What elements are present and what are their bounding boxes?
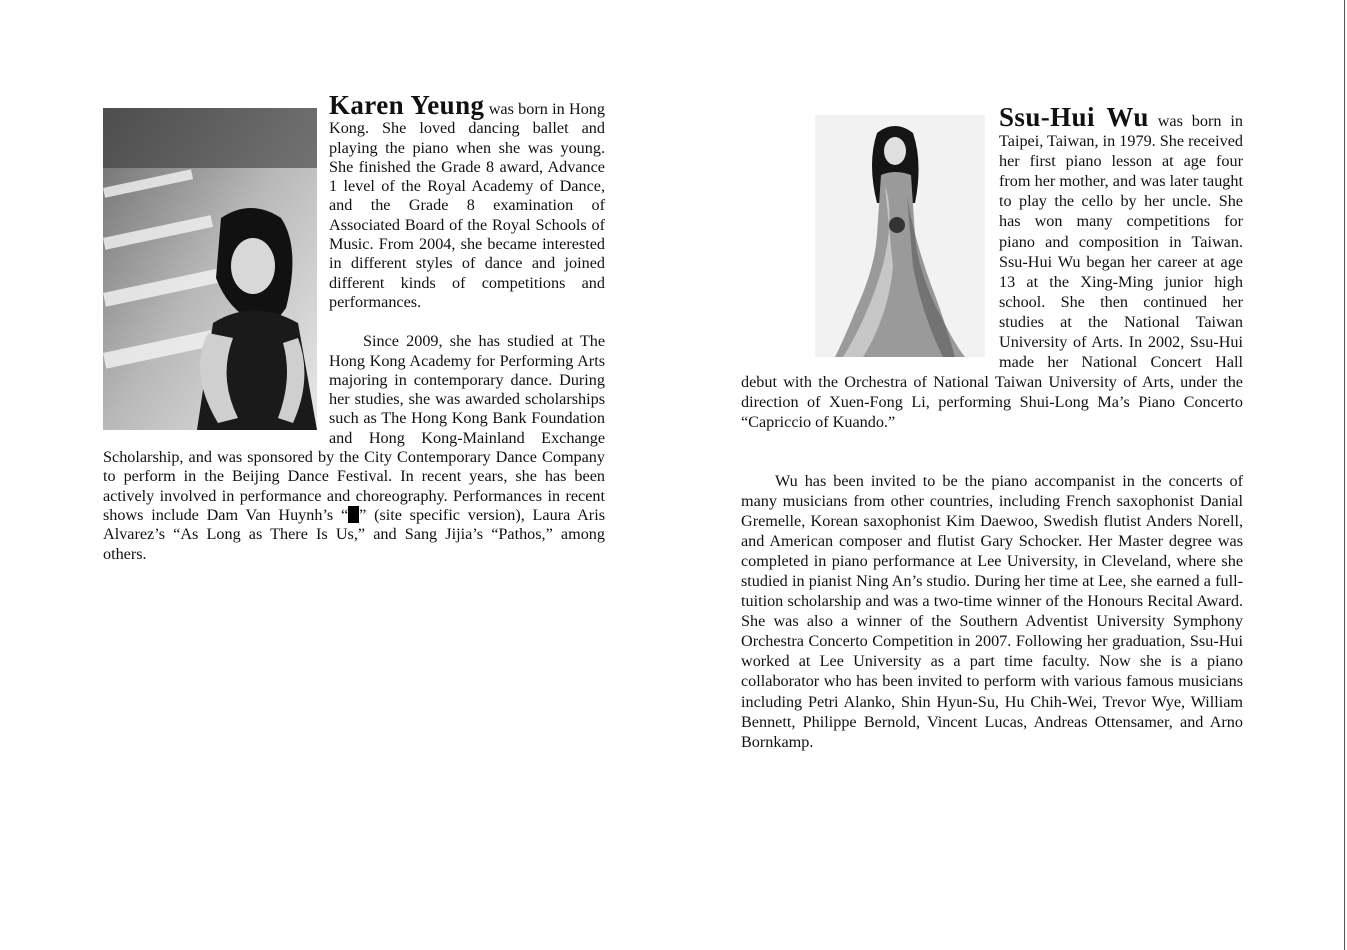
ssu-hui-wu-photo [815, 115, 985, 357]
karen-yeung-intro: was born in Hong Kong. She loved dancing ballet and playing the piano when she was young. She finished the Grade 8 award, Advance 1 level of the Royal Academy of Dance, and the Grade 8 examination of Associated Board of the Royal Schools of Music. From 2004, she became interested in different styles of dance and joined different kinds of competitions and performances. [329, 100, 605, 311]
redacted-glyph [348, 506, 359, 523]
karen-yeung-p2-text-a: Since 2009, she has studied at The Hong Kong Academy for Performing Arts majoring in contemporary dance. During her studies, she was awarded scholarships such as The Hong Kong Bank Foundation and Hong Kong-Mainland Exchange Scholarship, and was sponsored by the City Contemporary Dance Company to perform in the Beijing Dance Festival. In recent years, she has been actively involved in performance and choreography. Performances in recent shows include Dam Van Huynh’s “ [103, 332, 605, 524]
ssu-hui-wu-paragraph-2: Wu has been invited to be the piano accompanist in the concerts of many musicians from other countries, including French saxophonist Danial Gremelle, Korean saxophonist Kim Daewoo, Swedish flutist Anders Norell, and American composer and flutist Gary Schocker. Her Master degree was completed in piano performance at Lee University, in Cleveland, where she studied in pianist Ning An’s studio. During her time at Lee, she earned a full-tuition scholarship and was a two-time winner of the Honours Recital Award. She was also a winner of the Southern Adventist University Symphony Orchestra Concerto Competition in 2007. Following her graduation, Ssu-Hui worked at Lee University as a part time faculty. Now she is a piano collaborator who has been invited to perform with various famous musicians including Petri Alanko, Shin Hyun-Su, Hu Chih-Wei, Trevor Wye, William Bennett, Philippe Bernold, Vincent Lucas, Andreas Ottensamer, and Arno Bornkamp. [741, 471, 1243, 751]
karen-yeung-name: Karen Yeung [329, 90, 485, 120]
page-edge-line [1344, 0, 1345, 950]
bio-karen-yeung [103, 90, 605, 564]
ssu-hui-wu-name: Ssu-Hui Wu [999, 102, 1149, 132]
bio-ssu-hui-wu [741, 102, 1244, 752]
karen-yeung-p2-text-b: ” (site specific version), Laura Aris Alvarez’s “As Long as There Is Us,” and Sang Jijia’s “Pathos,” among others. [103, 505, 605, 563]
ssu-hui-wu-intro: was born in Taipei, Taiwan, in 1979. She received her first piano lesson at age four from her mother, and was later taught to play the cello by her uncle. She has won many competitions for piano and composition in Taiwan. Ssu-Hui Wu began her career at age 13 at the Xing-Ming junior high school. She then continued her studies at the National Taiwan University of Arts. In 2002, Ssu-Hui made her National Concert Hall debut with the Orchestra of National Taiwan University of Arts, under the direction of Xuen-Fong Li, performing Shui-Long Ma’s Piano Concerto “Capriccio of Kuando.” [741, 112, 1244, 432]
karen-yeung-photo [103, 108, 317, 430]
